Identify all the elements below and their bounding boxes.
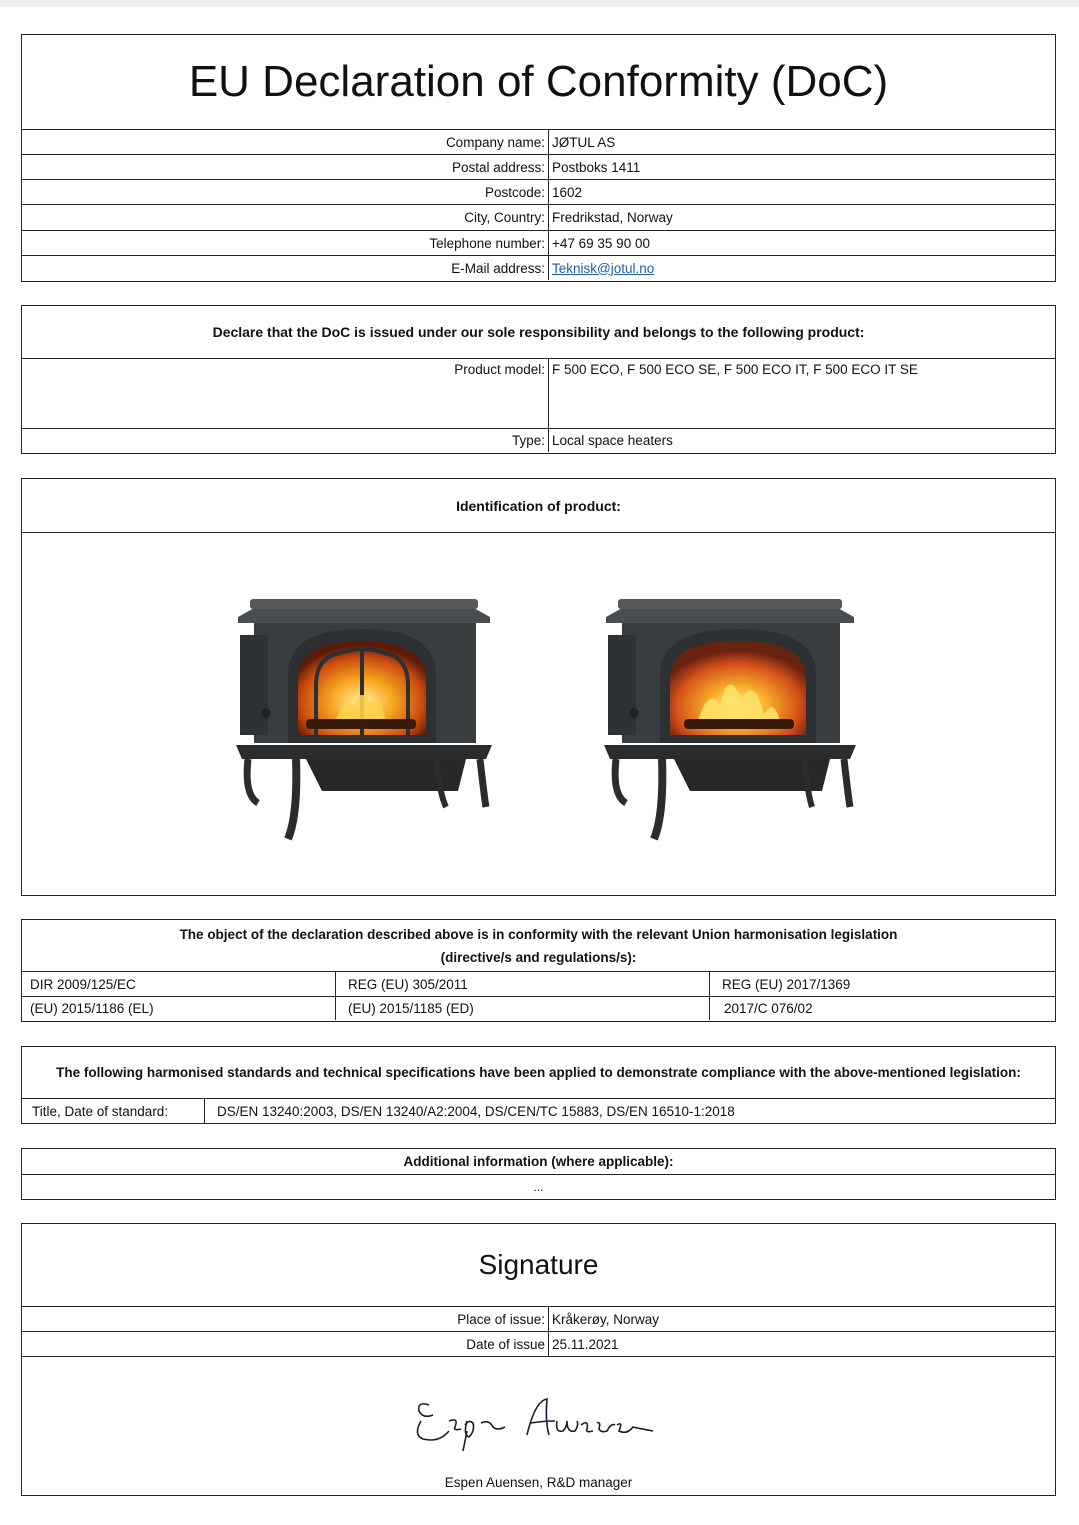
product-model-label: Product model: [22, 359, 549, 428]
date-row [22, 1331, 1055, 1356]
telephone-row [22, 230, 1055, 255]
additional-heading: Additional information (where applicable): [403, 1154, 674, 1169]
postcode-label: Postcode: [22, 180, 549, 204]
product-model-row [22, 358, 1055, 428]
email-label: E-Mail address: [22, 256, 549, 280]
email-link[interactable]: Teknisk@jotul.no [552, 260, 655, 276]
legislation-heading [22, 920, 1055, 971]
top-band [0, 0, 1079, 7]
type-label: Type: [22, 429, 549, 452]
legislation-cell: 2017/C 076/02 [724, 1001, 813, 1016]
legislation-row-1 [22, 971, 1055, 996]
postcode-value: 1602 [552, 184, 583, 200]
product-image-area [22, 532, 1055, 894]
date-label: Date of issue [22, 1332, 549, 1356]
product-heading: Declare that the DoC is issued under our sole responsibility and belongs to the following product: [212, 324, 865, 340]
city-country-row [22, 204, 1055, 230]
signature-area [22, 1356, 1055, 1494]
telephone-value: +47 69 35 90 00 [552, 235, 650, 251]
place-row [22, 1306, 1055, 1331]
standards-section [21, 1046, 1056, 1124]
company-name-label: Company name: [22, 130, 549, 154]
place-label: Place of issue: [22, 1307, 549, 1331]
legislation-row-2 [22, 996, 1055, 1020]
email-value-cell [549, 256, 1055, 280]
legislation-cell: DIR 2009/125/EC [22, 972, 336, 996]
email-row [22, 255, 1055, 280]
identification-heading: Identification of product: [456, 497, 621, 514]
legislation-heading-line2: (directive/s and regulations/s): [440, 949, 637, 965]
place-value: Kråkerøy, Norway [552, 1311, 660, 1327]
additional-section [21, 1148, 1056, 1200]
legislation-section [21, 919, 1056, 1022]
handwritten-signature [409, 1391, 669, 1461]
standards-heading: The following harmonised standards and technical specifications have been applied to demonstrate compliance with the above-mentioned legislation: [56, 1065, 1021, 1080]
signatory-name: Espen Auensen, R&D manager [444, 1475, 633, 1490]
signature-section [21, 1223, 1056, 1496]
legislation-cell: (EU) 2015/1186 (EL) [22, 997, 336, 1020]
legislation-cell: (EU) 2015/1185 (ED) [336, 997, 710, 1020]
city-country-label: City, Country: [22, 205, 549, 230]
postal-address-row [22, 154, 1055, 179]
type-row [22, 428, 1055, 452]
postal-address-label: Postal address: [22, 155, 549, 179]
type-value: Local space heaters [552, 433, 673, 448]
company-section [21, 34, 1056, 282]
postcode-row [22, 179, 1055, 204]
signature-heading: Signature [478, 1249, 599, 1280]
standards-label: Title, Date of standard: [22, 1099, 205, 1123]
telephone-label: Telephone number: [22, 231, 549, 255]
company-name-value: JØTUL AS [552, 134, 616, 150]
product-section [21, 305, 1056, 454]
product-model-value: F 500 ECO, F 500 ECO SE, F 500 ECO IT, F 500 ECO IT SE [552, 362, 918, 377]
standards-row [22, 1098, 1055, 1123]
additional-value: ... [22, 1174, 1055, 1199]
identification-section [21, 478, 1056, 896]
legislation-cell: REG (EU) 305/2011 [336, 972, 710, 996]
legislation-heading-line1: The object of the declaration described above is in conformity with the relevant Union harmonisation legislation [179, 926, 898, 942]
legislation-cell: REG (EU) 2017/1369 [722, 976, 851, 992]
document-title: EU Declaration of Conformity (DoC) [188, 57, 889, 106]
company-name-row [22, 129, 1055, 154]
standards-value: DS/EN 13240:2003, DS/EN 13240/A2:2004, DS/CEN/TC 15883, DS/EN 16510-1:2018 [217, 1103, 735, 1119]
date-value: 25.11.2021 [552, 1336, 619, 1352]
stove-image-right [604, 595, 856, 843]
postal-address-value: Postboks 1411 [552, 159, 641, 175]
stove-image-left [236, 595, 492, 843]
city-country-value: Fredrikstad, Norway [552, 210, 673, 225]
